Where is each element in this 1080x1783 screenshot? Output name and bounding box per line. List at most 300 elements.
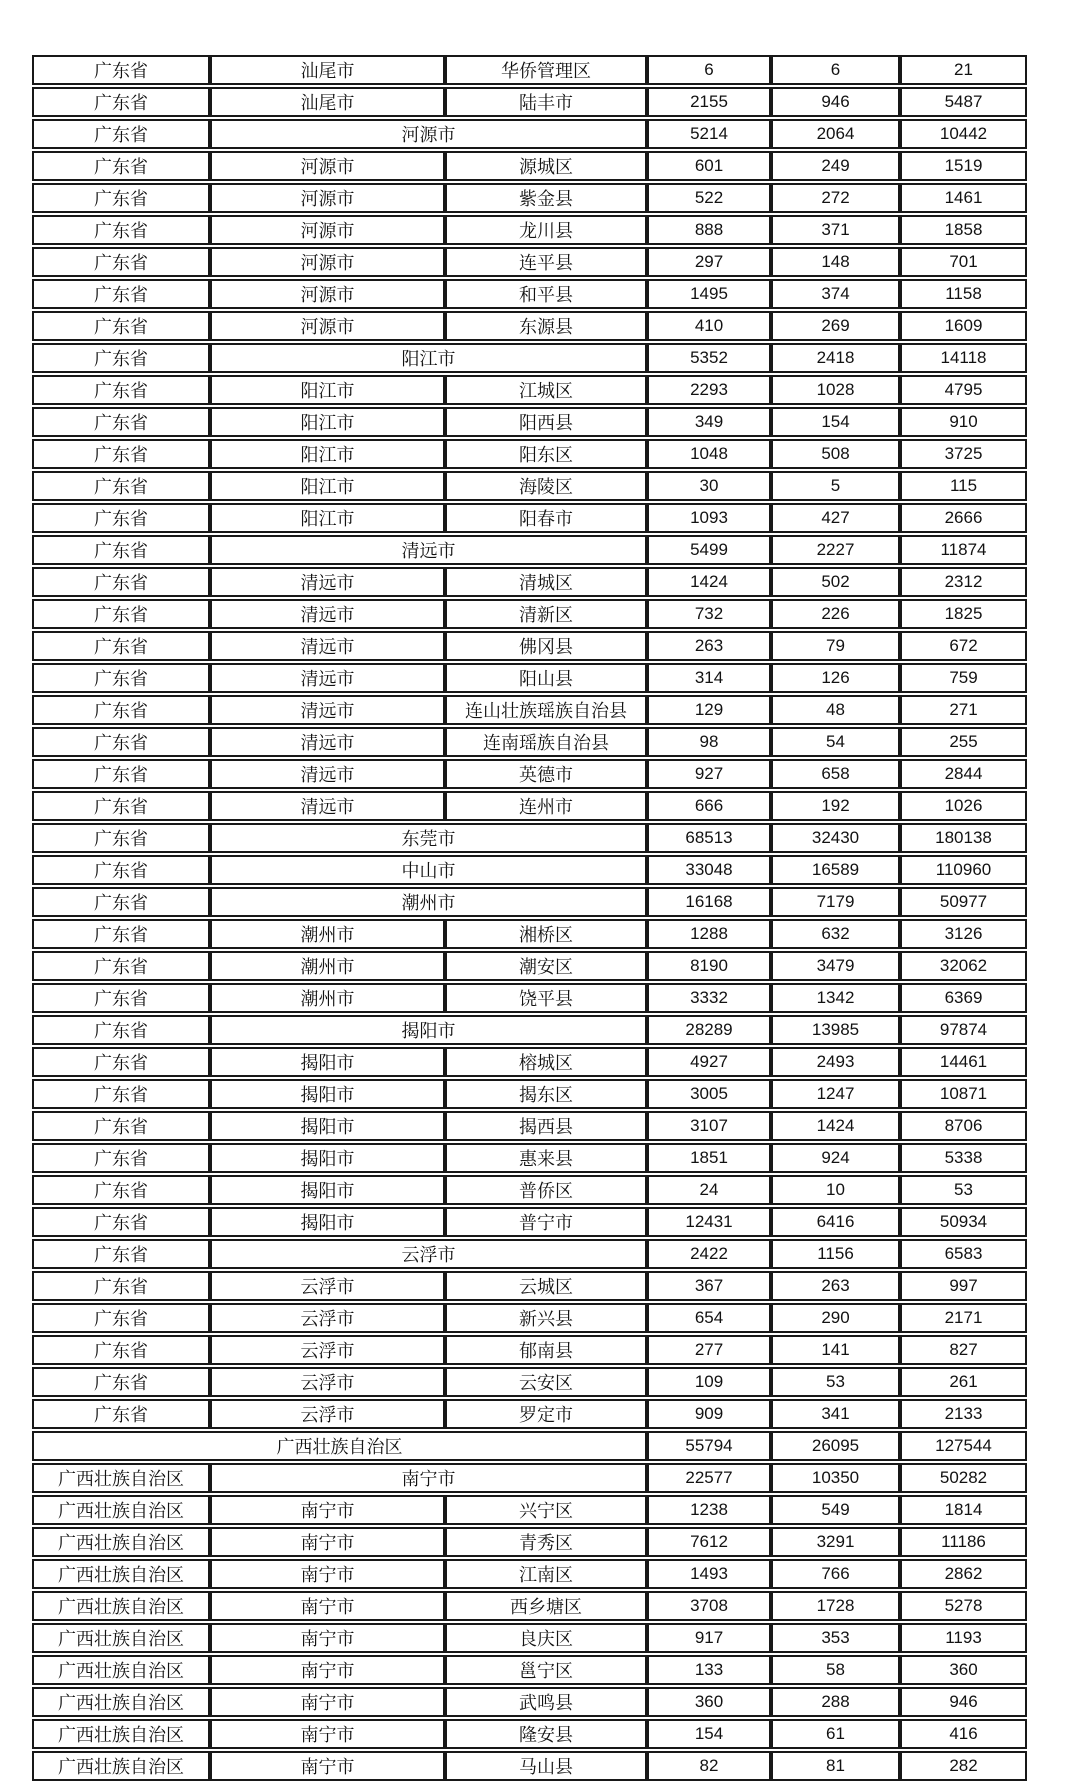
city-cell: 潮州市 [210,919,445,949]
value-cell: 371 [771,215,900,245]
value-cell: 6369 [900,983,1027,1013]
table-row [32,1463,1027,1493]
value-cell: 672 [900,631,1027,661]
district-cell: 阳春市 [445,503,647,533]
value-cell: 2862 [900,1559,1027,1589]
table-row [32,1495,1027,1525]
district-cell: 普侨区 [445,1175,647,1205]
district-cell: 榕城区 [445,1047,647,1077]
table-row [32,663,1027,693]
value-cell: 360 [900,1655,1027,1685]
province-cell: 广东省 [32,535,210,565]
value-cell: 14461 [900,1047,1027,1077]
city-cell: 南宁市 [210,1687,445,1717]
value-cell: 13985 [771,1015,900,1045]
value-cell: 154 [771,407,900,437]
value-cell: 263 [771,1271,900,1301]
table-row [32,599,1027,629]
value-cell: 654 [647,1303,771,1333]
value-cell: 50282 [900,1463,1027,1493]
value-cell: 7612 [647,1527,771,1557]
value-cell: 249 [771,151,900,181]
value-cell: 888 [647,215,771,245]
value-cell: 909 [647,1399,771,1429]
province-cell: 广东省 [32,247,210,277]
district-cell: 西乡塘区 [445,1591,647,1621]
table-row [32,1431,1027,1461]
city-cell: 清远市 [210,727,445,757]
value-cell: 10 [771,1175,900,1205]
city-cell: 清远市 [210,695,445,725]
district-cell: 清城区 [445,567,647,597]
value-cell: 1028 [771,375,900,405]
city-cell: 河源市 [210,311,445,341]
value-cell: 1158 [900,279,1027,309]
city-cell: 云浮市 [210,1335,445,1365]
table-row [32,1303,1027,1333]
table-row [32,1207,1027,1237]
value-cell: 946 [900,1687,1027,1717]
value-cell: 367 [647,1271,771,1301]
value-cell: 927 [647,759,771,789]
table-row [32,215,1027,245]
district-cell: 云城区 [445,1271,647,1301]
province-cell: 广东省 [32,1303,210,1333]
statistics-table-container [32,53,1027,1783]
table-row [32,471,1027,501]
value-cell: 1814 [900,1495,1027,1525]
province-cell: 广西壮族自治区 [32,1719,210,1749]
district-cell: 阳西县 [445,407,647,437]
value-cell: 226 [771,599,900,629]
value-cell: 110960 [900,855,1027,885]
province-cell: 广东省 [32,887,210,917]
table-row [32,343,1027,373]
value-cell: 827 [900,1335,1027,1365]
value-cell: 10350 [771,1463,900,1493]
value-cell: 109 [647,1367,771,1397]
city-cell: 河源市 [210,247,445,277]
table-row [32,279,1027,309]
value-cell: 1288 [647,919,771,949]
table-row [32,1367,1027,1397]
value-cell: 263 [647,631,771,661]
district-cell: 清新区 [445,599,647,629]
district-cell: 新兴县 [445,1303,647,1333]
value-cell: 272 [771,183,900,213]
table-row [32,983,1027,1013]
value-cell: 2493 [771,1047,900,1077]
city-cell: 清远市 [210,663,445,693]
district-cell: 海陵区 [445,471,647,501]
province-cell: 广东省 [32,439,210,469]
value-cell: 82 [647,1751,771,1781]
province-cell: 广东省 [32,1335,210,1365]
city-cell: 揭阳市 [210,1143,445,1173]
value-cell: 261 [900,1367,1027,1397]
table-row [32,1015,1027,1045]
value-cell: 2133 [900,1399,1027,1429]
province-cell: 广东省 [32,55,210,85]
value-cell: 1851 [647,1143,771,1173]
table-row [32,1143,1027,1173]
province-cell: 广东省 [32,1143,210,1173]
province-cell: 广东省 [32,215,210,245]
city-cell: 清远市 [210,599,445,629]
province-cell: 广东省 [32,1367,210,1397]
table-row [32,1271,1027,1301]
value-cell: 522 [647,183,771,213]
district-cell: 良庆区 [445,1623,647,1653]
value-cell: 2293 [647,375,771,405]
city-cell: 揭阳市 [210,1111,445,1141]
city-cell: 揭阳市 [210,1079,445,1109]
district-cell: 连山壮族瑶族自治县 [445,695,647,725]
table-row [32,55,1027,85]
province-cell: 广东省 [32,823,210,853]
city-cell: 南宁市 [210,1623,445,1653]
province-cell: 广东省 [32,1047,210,1077]
city-cell: 南宁市 [210,1559,445,1589]
value-cell: 55794 [647,1431,771,1461]
city-cell: 云浮市 [210,1367,445,1397]
value-cell: 6583 [900,1239,1027,1269]
city-cell: 阳江市 [210,471,445,501]
city-cell: 南宁市 [210,1719,445,1749]
value-cell: 61 [771,1719,900,1749]
city-cell: 清远市 [210,791,445,821]
province-cell: 广东省 [32,1271,210,1301]
value-cell: 3107 [647,1111,771,1141]
district-cell: 连南瑶族自治县 [445,727,647,757]
value-cell: 2155 [647,87,771,117]
district-cell: 罗定市 [445,1399,647,1429]
value-cell: 917 [647,1623,771,1653]
value-cell: 81 [771,1751,900,1781]
city-total-cell: 清远市 [210,535,647,565]
table-row [32,791,1027,821]
value-cell: 946 [771,87,900,117]
table-row [32,1623,1027,1653]
district-cell: 和平县 [445,279,647,309]
province-cell: 广东省 [32,279,210,309]
value-cell: 5499 [647,535,771,565]
table-body [32,55,1027,1781]
city-total-cell: 河源市 [210,119,647,149]
value-cell: 1825 [900,599,1027,629]
value-cell: 1424 [771,1111,900,1141]
value-cell: 2418 [771,343,900,373]
value-cell: 192 [771,791,900,821]
province-cell: 广东省 [32,791,210,821]
district-cell: 郁南县 [445,1335,647,1365]
value-cell: 97874 [900,1015,1027,1045]
city-cell: 阳江市 [210,407,445,437]
value-cell: 2227 [771,535,900,565]
value-cell: 427 [771,503,900,533]
value-cell: 416 [900,1719,1027,1749]
province-cell: 广东省 [32,407,210,437]
value-cell: 2666 [900,503,1027,533]
city-cell: 河源市 [210,279,445,309]
city-total-cell: 东莞市 [210,823,647,853]
province-cell: 广东省 [32,183,210,213]
table-row [32,503,1027,533]
value-cell: 28289 [647,1015,771,1045]
value-cell: 277 [647,1335,771,1365]
city-total-cell: 中山市 [210,855,647,885]
province-cell: 广东省 [32,1079,210,1109]
table-row [32,1239,1027,1269]
value-cell: 5 [771,471,900,501]
district-cell: 江南区 [445,1559,647,1589]
district-cell: 兴宁区 [445,1495,647,1525]
value-cell: 297 [647,247,771,277]
value-cell: 79 [771,631,900,661]
province-cell: 广东省 [32,631,210,661]
value-cell: 349 [647,407,771,437]
district-cell: 马山县 [445,1751,647,1781]
value-cell: 1495 [647,279,771,309]
value-cell: 666 [647,791,771,821]
value-cell: 16589 [771,855,900,885]
value-cell: 282 [900,1751,1027,1781]
city-cell: 揭阳市 [210,1207,445,1237]
table-row [32,1687,1027,1717]
value-cell: 374 [771,279,900,309]
province-cell: 广东省 [32,983,210,1013]
city-cell: 云浮市 [210,1271,445,1301]
value-cell: 7179 [771,887,900,917]
city-cell: 汕尾市 [210,87,445,117]
value-cell: 11874 [900,535,1027,565]
city-cell: 阳江市 [210,439,445,469]
value-cell: 148 [771,247,900,277]
value-cell: 6 [647,55,771,85]
district-cell: 邕宁区 [445,1655,647,1685]
value-cell: 24 [647,1175,771,1205]
table-row [32,1655,1027,1685]
value-cell: 410 [647,311,771,341]
value-cell: 1193 [900,1623,1027,1653]
value-cell: 353 [771,1623,900,1653]
value-cell: 601 [647,151,771,181]
district-cell: 青秀区 [445,1527,647,1557]
table-row [32,951,1027,981]
value-cell: 8706 [900,1111,1027,1141]
value-cell: 1238 [647,1495,771,1525]
value-cell: 16168 [647,887,771,917]
city-cell: 清远市 [210,759,445,789]
district-cell: 连平县 [445,247,647,277]
district-cell: 隆安县 [445,1719,647,1749]
province-cell: 广西壮族自治区 [32,1527,210,1557]
value-cell: 288 [771,1687,900,1717]
district-cell: 英德市 [445,759,647,789]
value-cell: 180138 [900,823,1027,853]
value-cell: 12431 [647,1207,771,1237]
value-cell: 255 [900,727,1027,757]
value-cell: 732 [647,599,771,629]
value-cell: 2422 [647,1239,771,1269]
table-row [32,887,1027,917]
province-cell: 广西壮族自治区 [32,1591,210,1621]
city-cell: 云浮市 [210,1303,445,1333]
value-cell: 3708 [647,1591,771,1621]
value-cell: 3291 [771,1527,900,1557]
province-cell: 广东省 [32,727,210,757]
value-cell: 1609 [900,311,1027,341]
province-cell: 广东省 [32,87,210,117]
city-cell: 汕尾市 [210,55,445,85]
district-cell: 普宁市 [445,1207,647,1237]
value-cell: 32062 [900,951,1027,981]
province-cell: 广东省 [32,1015,210,1045]
table-row [32,311,1027,341]
value-cell: 98 [647,727,771,757]
district-cell: 湘桥区 [445,919,647,949]
city-cell: 河源市 [210,183,445,213]
table-row [32,695,1027,725]
province-cell: 广东省 [32,599,210,629]
table-row [32,727,1027,757]
value-cell: 1026 [900,791,1027,821]
value-cell: 1858 [900,215,1027,245]
province-cell: 广东省 [32,471,210,501]
value-cell: 1493 [647,1559,771,1589]
value-cell: 701 [900,247,1027,277]
city-cell: 揭阳市 [210,1175,445,1205]
value-cell: 1156 [771,1239,900,1269]
city-cell: 阳江市 [210,503,445,533]
table-row [32,1591,1027,1621]
value-cell: 10442 [900,119,1027,149]
value-cell: 2844 [900,759,1027,789]
district-cell: 惠来县 [445,1143,647,1173]
table-row [32,631,1027,661]
table-row [32,1559,1027,1589]
city-cell: 云浮市 [210,1399,445,1429]
table-row [32,151,1027,181]
province-cell: 广东省 [32,567,210,597]
district-cell: 揭东区 [445,1079,647,1109]
city-cell: 南宁市 [210,1655,445,1685]
value-cell: 2312 [900,567,1027,597]
city-cell: 潮州市 [210,951,445,981]
city-cell: 南宁市 [210,1591,445,1621]
value-cell: 127544 [900,1431,1027,1461]
value-cell: 21 [900,55,1027,85]
table-row [32,375,1027,405]
province-cell: 广东省 [32,1111,210,1141]
city-cell: 南宁市 [210,1751,445,1781]
district-cell: 源城区 [445,151,647,181]
province-cell: 广东省 [32,503,210,533]
value-cell: 115 [900,471,1027,501]
province-cell: 广西壮族自治区 [32,1655,210,1685]
district-cell: 饶平县 [445,983,647,1013]
value-cell: 2064 [771,119,900,149]
value-cell: 26095 [771,1431,900,1461]
province-cell: 广东省 [32,1175,210,1205]
city-cell: 阳江市 [210,375,445,405]
district-cell: 紫金县 [445,183,647,213]
value-cell: 314 [647,663,771,693]
value-cell: 5278 [900,1591,1027,1621]
province-cell: 广西壮族自治区 [32,1687,210,1717]
district-cell: 东源县 [445,311,647,341]
value-cell: 58 [771,1655,900,1685]
value-cell: 549 [771,1495,900,1525]
value-cell: 290 [771,1303,900,1333]
table-row [32,1079,1027,1109]
table-row [32,183,1027,213]
value-cell: 8190 [647,951,771,981]
value-cell: 3126 [900,919,1027,949]
district-cell: 武鸣县 [445,1687,647,1717]
table-row [32,1527,1027,1557]
value-cell: 360 [647,1687,771,1717]
value-cell: 271 [900,695,1027,725]
province-cell: 广东省 [32,151,210,181]
value-cell: 5338 [900,1143,1027,1173]
province-cell: 广西壮族自治区 [32,1751,210,1781]
value-cell: 1461 [900,183,1027,213]
value-cell: 154 [647,1719,771,1749]
district-cell: 龙川县 [445,215,647,245]
value-cell: 1424 [647,567,771,597]
province-cell: 广东省 [32,695,210,725]
value-cell: 1093 [647,503,771,533]
table-row [32,567,1027,597]
value-cell: 33048 [647,855,771,885]
value-cell: 11186 [900,1527,1027,1557]
value-cell: 997 [900,1271,1027,1301]
table-row [32,919,1027,949]
province-cell: 广东省 [32,119,210,149]
value-cell: 5487 [900,87,1027,117]
province-cell: 广东省 [32,311,210,341]
province-cell: 广东省 [32,343,210,373]
province-cell: 广东省 [32,663,210,693]
value-cell: 658 [771,759,900,789]
city-cell: 南宁市 [210,1495,445,1525]
value-cell: 68513 [647,823,771,853]
value-cell: 10871 [900,1079,1027,1109]
value-cell: 141 [771,1335,900,1365]
city-cell: 河源市 [210,151,445,181]
value-cell: 4927 [647,1047,771,1077]
table-row [32,759,1027,789]
city-total-cell: 潮州市 [210,887,647,917]
city-total-cell: 揭阳市 [210,1015,647,1045]
province-cell: 广西壮族自治区 [32,1495,210,1525]
table-row [32,855,1027,885]
value-cell: 1519 [900,151,1027,181]
table-row [32,1719,1027,1749]
value-cell: 6416 [771,1207,900,1237]
value-cell: 3725 [900,439,1027,469]
district-cell: 江城区 [445,375,647,405]
value-cell: 502 [771,567,900,597]
district-cell: 潮安区 [445,951,647,981]
value-cell: 5352 [647,343,771,373]
province-total-cell: 广西壮族自治区 [32,1431,647,1461]
table-row [32,407,1027,437]
district-cell: 云安区 [445,1367,647,1397]
province-cell: 广东省 [32,759,210,789]
value-cell: 22577 [647,1463,771,1493]
